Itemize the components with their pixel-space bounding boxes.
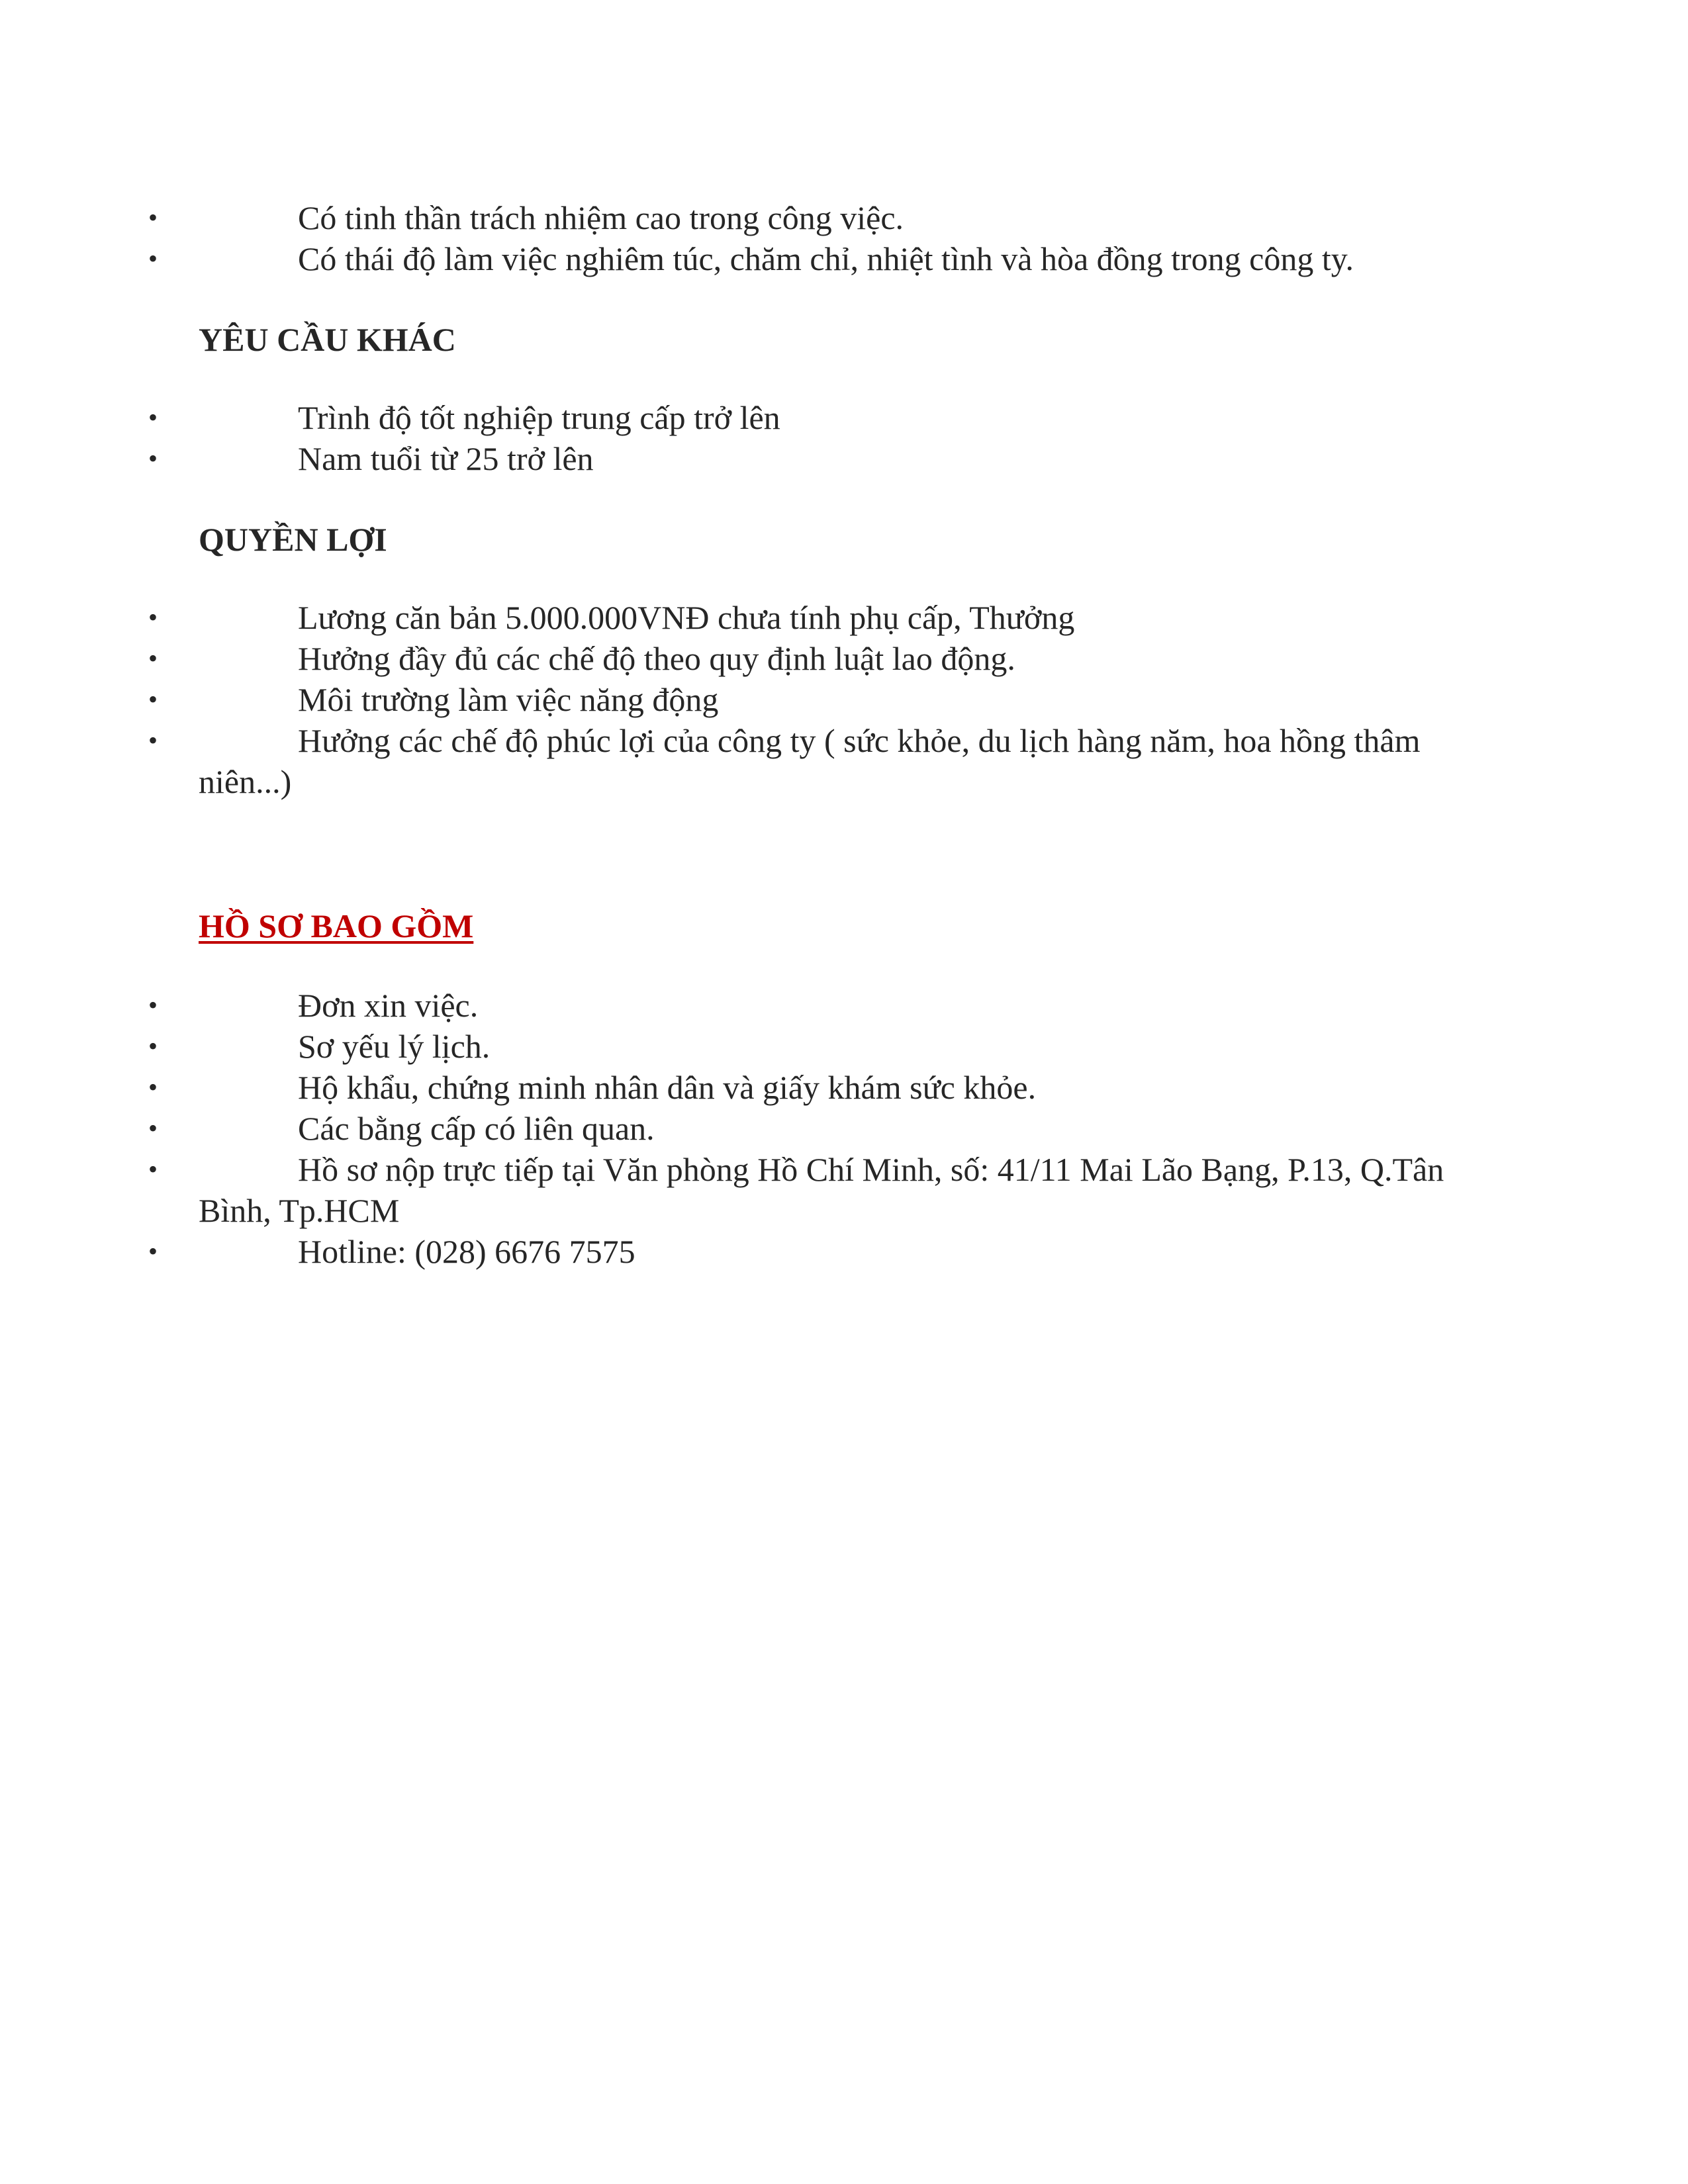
- bullet-icon: •: [148, 244, 158, 273]
- list-item-text: Môi trường làm việc năng động: [298, 681, 719, 718]
- bullet-icon: •: [148, 643, 158, 673]
- list-item-text: Nam tuổi từ 25 trở lên: [298, 440, 594, 477]
- bullet-icon: •: [148, 1072, 158, 1102]
- bullet-icon: •: [148, 1113, 158, 1143]
- list-item-text: Có thái độ làm việc nghiêm túc, chăm chỉ, nhiệt tình và hòa đồng trong công ty.: [298, 240, 1354, 277]
- bullet-icon: •: [148, 203, 158, 232]
- list-item-text: Hưởng đầy đủ các chế độ theo quy định luật lao động.: [298, 640, 1015, 677]
- bullet-icon: •: [148, 402, 158, 432]
- section-heading-other-requirements: YÊU CẦU KHÁC: [199, 321, 456, 358]
- section-heading-documents: HỒ SƠ BAO GỒM: [199, 907, 474, 944]
- bullet-icon: •: [148, 602, 158, 632]
- list-item-text: Hưởng các chế độ phúc lợi của công ty ( sức khỏe, du lịch hàng năm, hoa hồng thâm niên...): [199, 722, 1421, 800]
- list-item-text: Sơ yếu lý lịch.: [298, 1028, 491, 1065]
- bullet-icon: •: [148, 1236, 158, 1266]
- bullet-icon: •: [148, 1031, 158, 1061]
- bullet-icon: •: [148, 990, 158, 1020]
- list-item-text: Các bằng cấp có liên quan.: [298, 1110, 655, 1147]
- list-item-text: Có tinh thần trách nhiệm cao trong công việc.: [298, 199, 904, 236]
- bullet-icon: •: [148, 443, 158, 473]
- list-item-text: Trình độ tốt nghiệp trung cấp trở lên: [298, 399, 780, 436]
- section-heading-benefits: QUYỀN LỢI: [199, 521, 387, 558]
- list-item-text: Hotline: (028) 6676 7575: [298, 1233, 635, 1270]
- bullet-icon: •: [148, 1154, 158, 1184]
- bullet-icon: •: [148, 725, 158, 755]
- list-item-text: Đơn xin việc.: [298, 987, 479, 1024]
- bullet-icon: •: [148, 684, 158, 714]
- list-item-text: Lương căn bản 5.000.000VNĐ chưa tính phụ cấp, Thưởng: [298, 599, 1075, 636]
- list-item-text: Hộ khẩu, chứng minh nhân dân và giấy khám sức khỏe.: [298, 1069, 1037, 1106]
- list-item-text: Hồ sơ nộp trực tiếp tại Văn phòng Hồ Chí Minh, số: 41/11 Mai Lão Bạng, P.13, Q.Tân Bình, Tp.HCM: [199, 1151, 1444, 1229]
